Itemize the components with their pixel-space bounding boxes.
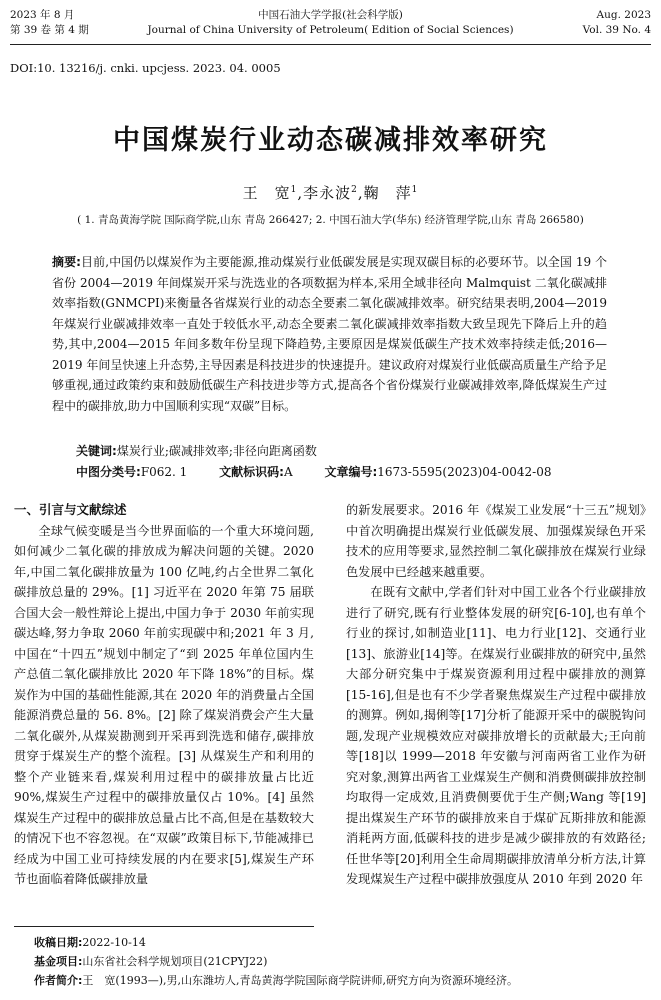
header-divider	[10, 44, 651, 45]
clc-label: 中图分类号:	[76, 465, 141, 479]
author-name: 王 宽	[242, 184, 291, 202]
body-paragraph: 全球气候变暖是当今世界面临的一个重大环境问题,如何减少二氧化碳的排放成为解决问题的关键。2020 年,中国二氧化碳排放量为 100 亿吨,约占全世界二氧化碳排放总量的 29%。[1] 习近平在 2020 年第 75 届联合国大会一般性辩论上提出,中国力争于 2030 年前实现碳达峰,努力争取 2060 年前实现碳中和;2021 年 3 月,中国在“十四五”规划中制定了“到 2025 年单位国内生产总值二氧化碳排放比 2020 年下降 18%”的目标。煤炭作为中国的基础性能源,其在 2020 年的消费量占全国能源消费总量的 56. 8%。[2] 除了煤炭消费会产生大量二氧化碳外,从煤炭勘测到开采再到洗选和储存,碳排放贯穿于煤炭生产的整个流程。[3] 从煤炭生产和利用的整个产业链来看,煤炭利用过程中的碳排放量占比近 90%,煤炭生产过程中的碳排放量仅占 10%。[4] 虽然煤炭生产过程中的碳排放总量占比不高,但是在基数较大的情况下也不容忽视。在“双碳”政策目标下,节能减排已经成为中国工业可持续发展的内在要求[5],煤炭生产环节也面临着降低碳排放量	[14, 523, 314, 886]
footnote-label: 基金项目:	[34, 955, 83, 968]
footnote-text: 王 宽(1993—),男,山东潍坊人,青岛黄海学院国际商学院讲师,研究方向为资源环境经济。	[82, 974, 518, 987]
footnote-received	[34, 934, 146, 950]
author-affil-mark: 1	[411, 185, 419, 195]
keywords-text: 煤炭行业;碳减排效率;非径向距离函数	[116, 444, 317, 458]
classification-line	[76, 463, 580, 480]
footnote-text: 2022-10-14	[82, 936, 146, 949]
header-right	[583, 8, 651, 38]
footnote-funding	[34, 953, 267, 969]
clc-number	[76, 465, 201, 479]
keywords-label: 关键词:	[76, 444, 117, 458]
abstract	[52, 252, 607, 416]
author-list: 王 宽$^1$,李永波$^2$,鞠 萍$^1$	[242, 184, 419, 202]
paper-title: 中国煤炭行业动态碳减排效率研究	[113, 125, 548, 156]
footnote-label: 收稿日期:	[34, 936, 83, 949]
abstract-text: 目前,中国仍以煤炭作为主要能源,推动煤炭行业低碳发展是实现双碳目标的必要环节。以全国 19 个省份 2004—2019 年间煤炭开采与洗选业的各项数据为样本,采用全域非径向 Malmquist 二氧化碳减排效率指数(GNMCPI)来衡量各省煤炭行业的动态全要素二氧化碳减排效率。研究结果表明,2004—2019 年煤炭行业碳减排效率一直处于较低水平,动态全要素二氧化碳减排效率指数大致呈现先下降后上升的趋势,其中,2004—2015 年间多数年份呈现下降趋势,主要原因是煤炭低碳生产技术效率持续走低;2016—2019 年间呈快速上升态势,主导因素是科技进步的快速提升。建议政府对煤炭行业低碳高质量生产给予足够重视,通过政策约束和鼓励低碳生产科技进步等方式,提高各个省份煤炭行业碳减排效率,降低煤炭生产过程中的碳排放,助力中国顺利实现“双碳”目标。	[52, 255, 608, 413]
journal-name-cn: 中国石油大学学报(社会科学版)	[258, 9, 403, 21]
right-column	[346, 500, 646, 890]
section-heading: 一、引言与文献综述	[14, 502, 127, 517]
footnote-author-bio	[34, 972, 518, 988]
keywords	[76, 442, 317, 459]
art-label: 文章编号:	[324, 465, 378, 479]
header-date-en: Aug. 2023	[596, 9, 651, 21]
doc-label: 文献标识码:	[219, 465, 284, 479]
footnote-text: 山东省社会科学规划项目(21CPYJ22)	[82, 955, 268, 968]
left-column	[14, 500, 314, 890]
author-name: 鞠 萍	[363, 184, 412, 202]
journal-name-en: Journal of China University of Petroleum( Edition of Social Sciences)	[147, 24, 514, 36]
header-date-cn: 2023 年 8 月	[10, 9, 75, 21]
header-volume-cn: 第 39 卷 第 4 期	[10, 24, 89, 36]
footnote-label: 作者简介:	[34, 974, 83, 987]
abstract-label: 摘要:	[52, 255, 81, 269]
doc-value: A	[283, 465, 293, 479]
clc-value: F062. 1	[140, 465, 188, 479]
author-affil-mark: 1	[290, 185, 298, 195]
header-center	[10, 8, 651, 38]
document-code	[219, 465, 306, 479]
art-value: 1673-5595(2023)04-0042-08	[377, 465, 552, 479]
doi: DOI:10. 13216/j. cnki. upcjess. 2023. 04. 0005	[10, 61, 281, 75]
affiliation: ( 1. 青岛黄海学院 国际商学院,山东 青岛 266427; 2. 中国石油大学(华东) 经济管理学院,山东 青岛 266580)	[77, 214, 584, 226]
footnote-divider	[14, 926, 314, 927]
body-paragraph: 在既有文献中,学者们针对中国工业各个行业碳排放进行了研究,既有行业整体发展的研究[6-10],也有单个行业的探讨,如制造业[11]、电力行业[12]、交通行业[13]、旅游业[14]等。在煤炭行业碳排放的研究中,虽然大部分研究集中于煤炭资源利用过程中碳排放的测算[15-16],但是也有不少学者聚焦煤炭生产过程中碳排放的测算。例如,揭俐等[17]分析了能源开采中的碳脱钩问题,发现产业规模效应对碳排放增长的贡献最大;王向前等[18]以 1999—2018 年安徽与河南两省工业作为研究对象,测算出两省工业煤炭生产侧和消费侧碳排放控制均取得一定成效,且消费侧要优于生产侧;Wang 等[19]提出煤炭生产环节的碳排放来自于煤矿瓦斯排放和能源消耗两方面,低碳科技的进步是减少碳排放的有效路径;任世华等[20]利用全生命周期碳排放清单分析方法,计算发现煤炭生产过程中碳排放强度从 2010 年到 2020 年	[346, 585, 646, 886]
article-number	[324, 465, 565, 479]
body-paragraph: 的新发展要求。2016 年《煤炭工业发展“十三五”规划》中首次明确提出煤炭行业低碳发展、加强煤炭绿色开采技术的应用等要求,显然控制二氧化碳排放在煤炭行业绿色发展中已经越来越重要。	[346, 503, 646, 579]
author-name: 李永波	[303, 184, 352, 202]
running-header	[10, 8, 651, 44]
author-affil-mark: 2	[351, 185, 358, 195]
header-volume-en: Vol. 39 No. 4	[582, 24, 651, 36]
